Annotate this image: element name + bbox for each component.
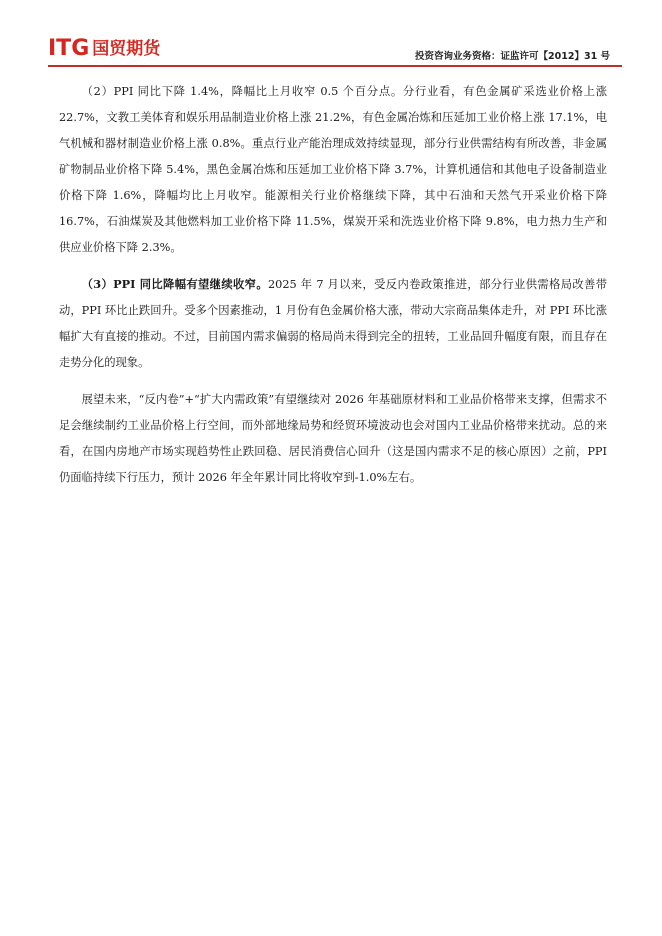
page-header <box>0 0 662 70</box>
paragraph-forecast <box>59 386 607 491</box>
paragraph-ppi-yoy <box>59 78 607 261</box>
paragraph-text: 展望未来，“反内卷”+“扩大内需政策”有望继续对 2026 年基础原材料和工业品价格带来支撑，但需求不足会继续制约工业品价格上行空间，而外部地缘局势和经贸环境波动也会对国内工业品价格带来扰动。总的来看，在国内房地产市场实现趋势性止跌回稳、居民消费信心回升（这是国内需求不足的核心原因）之前，PPI 仍面临持续下行压力，预计 2026 年全年累计同比将收窄到-1.0%左右。 <box>59 393 607 484</box>
logo-chinese: 国贸期货 <box>92 39 161 59</box>
company-logo <box>48 38 160 60</box>
logo-latin: ITG <box>48 36 90 61</box>
paragraph-lead: （3）PPI 同比降幅有望继续收窄。 <box>81 277 268 291</box>
header-divider <box>48 65 622 67</box>
paragraph-text: 2025 年 7 月以来，受反内卷政策推进，部分行业供需格局改善带动，PPI 环比止跌回升。受多个因素推动，1 月份有色金属价格大涨，带动大宗商品集体走升，对 PPI 环比涨幅扩大有直接的推动。不过，目前国内需求偏弱的格局尚未得到完全的扭转，工业品回升幅度有限，而且存在走势分化的现象。 <box>59 278 607 369</box>
paragraph-ppi-outlook <box>59 271 607 376</box>
document-body <box>59 78 607 501</box>
paragraph-text: （2）PPI 同比下降 1.4%，降幅比上月收窄 0.5 个百分点。分行业看，有色金属矿采选业价格上涨 22.7%，文教工美体育和娱乐用品制造业价格上涨 21.2%，有色金属冶炼和压延加工业价格上涨 17.1%，电气机械和器材制造业价格上涨 0.8%。重点行业产能治理成效持续显现，部分行业供需结构有所改善，非金属矿物制品业价格下降 5.4%，黑色金属冶炼和压延加工业价格下降 3.7%，计算机通信和其他电子设备制造业价格下降 1.6%，降幅均比上月收窄。能源相关行业价格继续下降，其中石油和天然气开采业价格下降 16.7%，石油煤炭及其他燃料加工业价格下降 11.5%，煤炭开采和洗选业价格下降 9.8%，电力热力生产和供应业价格下降 2.3%。 <box>59 85 607 254</box>
license-text: 投资咨询业务资格：证监许可【2012】31 号 <box>415 51 610 62</box>
